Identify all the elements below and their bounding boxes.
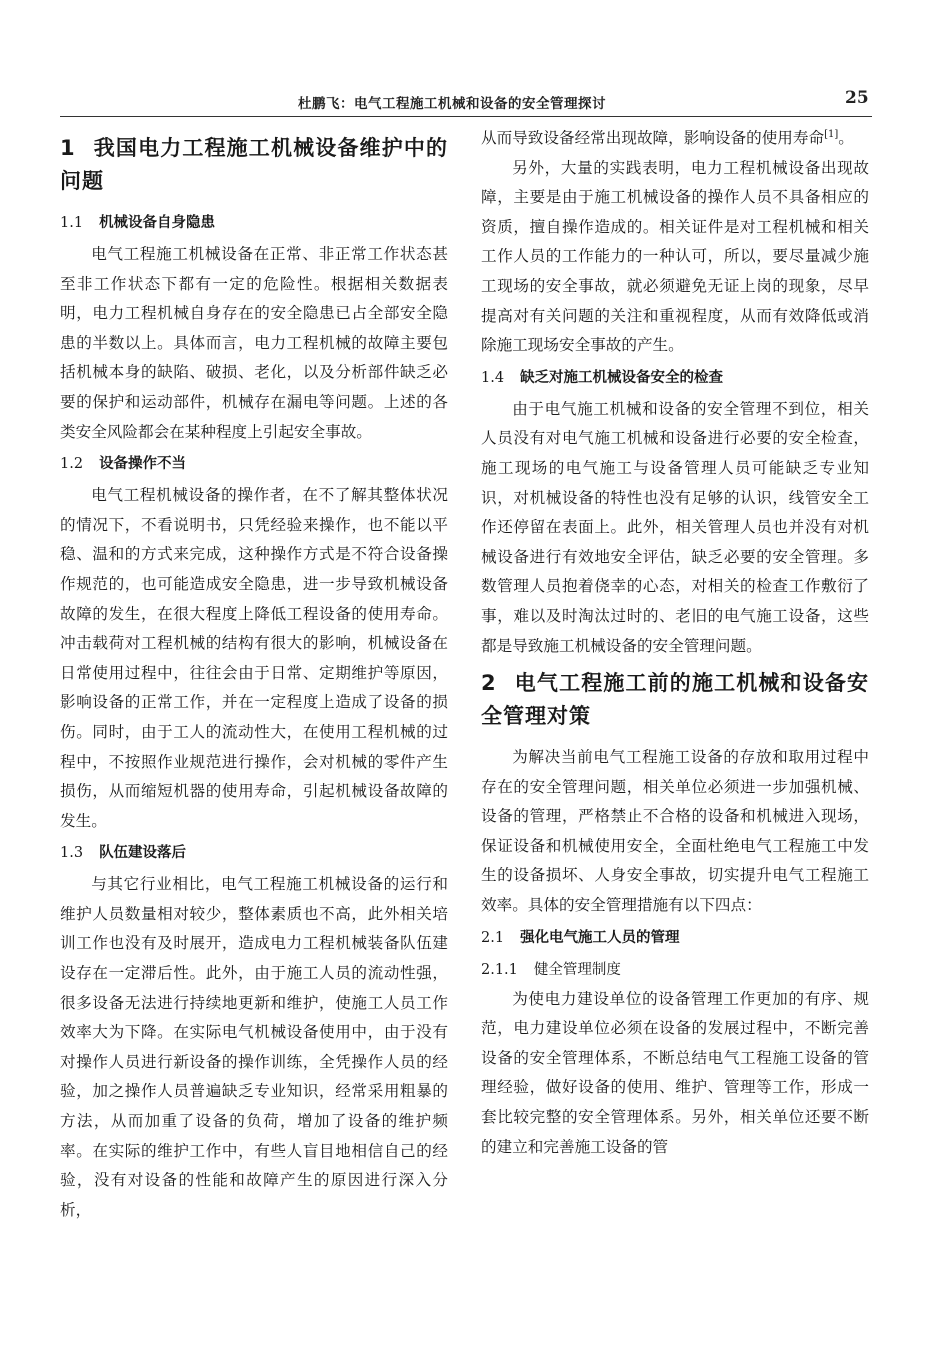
- paragraph-text: 从而导致设备经常出现故障，影响设备的使用寿命: [481, 129, 825, 147]
- running-title: 杜鹏飞：电气工程施工机械和设备的安全管理探讨: [298, 96, 606, 112]
- subsection-1-3-heading: [60, 838, 448, 868]
- citation-ref: [1]: [824, 128, 839, 140]
- subsection-number: 1.2: [60, 456, 84, 473]
- subsection-title: 机械设备自身隐患: [99, 215, 216, 231]
- subsection-number: 2.1: [481, 929, 505, 946]
- paragraph: 电气工程机械设备的操作者，在不了解其整体状况的情况下，不看说明书，只凭经验来操作，也不能以平稳、温和的方式来完成，这种操作方式是不符合设备操作规范的，也可能造成安全隐患，进一步导致机械设备故障的发生，在很大程度上降低工程设备的使用寿命。冲击载荷对工程机械的结构有很大的影响，机械设备在日常使用过程中，往往会由于日常、定期维护等原因，影响设备的正常工作，并在一定程度上造成了设备的损伤。同时，由于工人的流动性大，在使用工程机械的过程中，不按照作业规范进行操作，会对机械的零件产生损伤，从而缩短机器的使用寿命，引起机械设备故障的发生。: [60, 486, 448, 830]
- header-rule: [60, 116, 872, 117]
- subsection-2-1-heading: [481, 923, 869, 953]
- section-title: 电气工程施工前的施工机械和设备安全管理对策: [481, 671, 869, 729]
- subsection-title: 缺乏对施工机械设备安全的检查: [520, 369, 724, 386]
- subsection-title: 强化电气施工人员的管理: [520, 929, 680, 946]
- page-number: 25: [845, 88, 869, 108]
- subsection-number: 1.1: [60, 215, 84, 231]
- paragraph: 电气工程施工机械设备在正常、非正常工作状态甚至非工作状态下都有一定的危险性。根据相关数据表明，电力工程机械自身存在的安全隐患已占全部安全隐患的半数以上。具体而言，电力工程机械的故障主要包括机械本身的缺陷、破损、老化，以及分析部件缺乏必要的保护和运动部件，机械存在漏电等问题。上述的各类安全风险都会在某种程度上引起安全事故。: [60, 245, 448, 441]
- left-column: [60, 124, 448, 1225]
- subsubsection-2-1-1-heading: [481, 955, 869, 985]
- subsection-number: 1.4: [481, 369, 505, 386]
- section-1-heading: [60, 132, 448, 198]
- section-title: 我国电力工程施工机械设备维护中的问题: [60, 136, 448, 193]
- subsection-number: 1.3: [60, 845, 84, 862]
- paragraph: 另外，大量的实践表明，电力工程机械设备出现故障，主要是由于施工机械设备的操作人员不具备相应的资质，擅自操作造成的。相关证件是对工程机械和相关工作人员的工作能力的一种认可，所以，要尽量减少施工现场的安全事故，就必须避免无证上岗的现象，尽早提高对有关问题的关注和重视程度，从而有效降低或消除施工现场安全事故的产生。: [481, 158, 869, 355]
- paragraph: 由于电气施工机械和设备的安全管理不到位，相关人员没有对电气施工机械和设备进行必要的安全检查，施工现场的电气施工与设备管理人员可能缺乏专业知识，对机械设备的特性也没有足够的认识，线管安全工作还停留在表面上。此外，相关管理人员也并没有对机械设备进行有效地安全评估，缺乏必要的安全管理。多数管理人员抱着侥幸的心态，对相关的检查工作敷衍了事，难以及时淘汰过时的、老旧的电气施工设备，这些都是导致施工机械设备的安全管理问题。: [481, 399, 869, 655]
- section-number: 1: [60, 136, 76, 160]
- right-column: [481, 124, 869, 1162]
- subsubsection-title: 健全管理制度: [533, 961, 621, 978]
- section-number: 2: [481, 671, 497, 696]
- paragraph: 为使电力建设单位的设备管理工作更加的有序、规范，电力建设单位必须在设备的发展过程中，不断完善设备的安全管理体系，不断总结电气工程施工设备的管理经验，做好设备的使用、维护、管理等工作，形成一套比较完整的安全管理体系。另外，相关单位还要不断的建立和完善施工设备的管: [481, 989, 869, 1156]
- paragraph: 为解决当前电气工程施工设备的存放和取用过程中存在的安全管理问题，相关单位必须进一步加强机械、设备的管理，严格禁止不合格的设备和机械进入现场，保证设备和机械使用安全，全面杜绝电气工程施工中发生的设备损坏、人身安全事故，切实提升电气工程施工效率。具体的安全管理措施有以下四点：: [481, 748, 869, 915]
- section-2-heading: [481, 667, 869, 733]
- paragraph: 与其它行业相比，电气工程施工机械设备的运行和维护人员数量相对较少，整体素质也不高，此外相关培训工作也没有及时展开，造成电力工程机械装备队伍建设存在一定滞后性。此外，由于施工人员的流动性强，很多设备无法进行持续地更新和维护，使施工人员工作效率大为下降。在实际电气机械设备使用中，由于没有对操作人员进行新设备的操作训练，全凭操作人员的经验，加之操作人员普遍缺乏专业知识，经常采用粗暴的方法，从而加重了设备的负荷，增加了设备的维护频率。在实际的维护工作中，有些人盲目地相信自己的经验，没有对设备的性能和故障产生的原因进行深入分析，: [60, 875, 448, 1219]
- subsection-title: 队伍建设落后: [99, 845, 187, 862]
- subsubsection-number: 2.1.1: [481, 961, 518, 978]
- paragraph-end: 。: [838, 129, 854, 147]
- subsection-title: 设备操作不当: [99, 456, 187, 473]
- subsection-1-4-heading: [481, 363, 869, 393]
- subsection-1-1-heading: [60, 208, 448, 238]
- subsection-1-2-heading: [60, 449, 448, 479]
- paragraph-continued: [481, 124, 869, 154]
- running-head: [0, 88, 950, 112]
